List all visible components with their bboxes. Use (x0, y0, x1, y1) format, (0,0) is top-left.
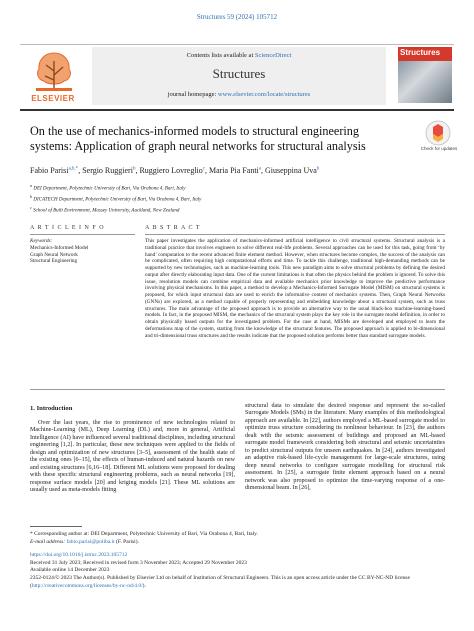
author-marks[interactable]: b (132, 166, 136, 172)
title-line-2: systems: Application of graph neural networks for structural analysis (30, 139, 366, 153)
homepage-link[interactable]: www.elsevier.com/locate/structures (217, 91, 311, 98)
affiliation-text: DEI Department, Polytechnic University of Bari, Via Orabona 4, Bari, Italy (33, 186, 186, 192)
available-online: Available online 14 December 2023 (30, 567, 110, 574)
paper-title (30, 124, 410, 154)
article-info-divider (30, 234, 135, 235)
author-separator: , (261, 166, 266, 175)
author-marks[interactable]: b (316, 166, 320, 172)
email-link[interactable]: fabio.parisi@poliba.it (66, 538, 115, 545)
sciencedirect-link[interactable]: ScienceDirect (254, 52, 292, 59)
contents-prefix: Contents lists available at (186, 52, 255, 59)
homepage-line (92, 91, 386, 98)
doi-link[interactable]: https://doi.org/10.1016/j.istruc.2023.105712 (30, 552, 128, 559)
journal-masthead (20, 44, 454, 111)
homepage-prefix: journal homepage: (167, 91, 218, 98)
keywords-block (30, 238, 135, 265)
check-for-updates-label[interactable]: Check for updates (420, 146, 458, 151)
author-name: Maria Pia Fanti (209, 166, 259, 175)
email-label: E-mail address: (30, 538, 67, 545)
abstract-divider (145, 234, 445, 235)
license-link[interactable]: http://creativecommons.org/licenses/by-nc-nd/4.0/ (31, 582, 143, 589)
author-separator: , (205, 166, 209, 175)
keyword-item: Structural Engineering (30, 258, 78, 265)
affiliation-text: School of Built Environment, Massey University, Auckland, New Zealand (33, 208, 180, 214)
abstract-text: This paper investigates the application of mechanics-informed artificial intelligence to civil structural systems. Structural analysis is a traditional practice that involves engineers to solve different real-life problems. Several approaches can be used for this task, going from ‘by hand’ computation to the recent advanced finite element method. However, when structures become complex, the success of the analysis can be complicated, often requiring high computational efforts and time. To tackle this challenge, traditional high-demanding methods can be supported by new technologies, such as machine-learning tools. This new paradigm aims to solve structural problems by defining the desired output after directly elaborating input data. One of the current limitations is that often the physics behind the problem is ignored. To solve this issue, resolution models can combine empirical data and available mechanics prior knowledge to improve the predictive performance involving physical mechanisms. In this paper, a method to develop a Mechanics-Informed Surrogate Model (MISM) on structural systems is proposed, for which input structural data are used to enrich the informative content of mechanics systems. Then, Graph Neural Networks (GNNs) are explored, as a method capable of properly representing and embedding knowledge about a structural system, such as truss structures. The main advantage of the proposed approach is to provide an alternative way to the usual black-box machine-learning-based models. In fact, in the proposed MISM, the mechanics of the structural system plays the key role in the surrogate model definition, in order to obtain physically based outputs for the investigated problem. For the case at hand, MISMs are developed and employed to learn the deformations map of the system, starting from the knowledge of the structural features. The proposed approach is applied to bi-dimensional and tri-dimensional truss structures and the results indicate that the proposed solution performs better than standard surrogate models. (145, 238, 445, 339)
keyword-item: Graph Neural Network (30, 251, 78, 258)
footnote-divider (30, 526, 82, 527)
author-name: Fabio Parisi (30, 166, 69, 175)
journal-name: Structures (212, 66, 266, 81)
license-prefix: 2352-0124/© 2023 The Author(s). Published by Elsevier Ltd on behalf of Institution of Structural Engineers. This is an open access article under the CC BY-NC-ND license ( (30, 574, 410, 589)
cover-title: Structures (400, 48, 441, 57)
affiliation-text: DICATECH Department, Polytechnic University of Bari, Via Orabona 4, Bari, Italy (33, 197, 202, 203)
abstract-bottom-divider (30, 389, 445, 390)
affiliation-mark: b (30, 193, 33, 199)
title-line-1: On the use of mechanics-informed models to structural engineering (30, 124, 359, 138)
license-line (30, 575, 445, 590)
introduction-column-1: Over the last years, the rise to prominence of new technologies related to Machine-Learning (ML), Deep Learning (DL) and, more in general, Artificial Intelligence (AI) have influenced several traditional disciplines, including structural engineering [1,2]. In particular, these new techniques were applied to the fields of design and optimization of new structures [3–5], assessment of the health state of the existing ones [6–15], the effects of human-induced and natural hazards on new and existing structures [6,16–18]. Different ML solutions were proposed for dealing with these specific structural engineering problems, such as neural networks [19], response surface models [20] and kriging models [21]. These ML solutions are usually used as meta-models fitting (30, 420, 235, 494)
abstract-heading: A B S T R A C T (145, 225, 201, 231)
contents-line (92, 52, 386, 59)
check-for-updates-icon[interactable] (425, 120, 451, 146)
introduction-column-2: structural data to simulate the desired response and represent the so-called Surrogate Models (SMs) in the literature. Many examples of this methodological approach are available. In [22], authors employed a ML-based surrogate model to optimize truss structure considering its nonlinear behaviour. In [23], the authors dealt with the seismic assessment of buildings and proposed an ML-based surrogate model framework considering both structural and seismic uncertainties to predict structural outputs for unseen earthquakes. In [24], authors investigated an adaptive risk-based life-cycle management for large-scale structures, using deep neural networks to configure surrogate modelling for structural risk assessment. In [25], a surrogate finite element approach based on a neural network was also proposed to optimize the time-varying response of a one-dimensional beam. In [26], (245, 403, 445, 491)
author-name: Sergio Ruggieri (82, 166, 133, 175)
affiliation-item (30, 193, 450, 204)
journal-cover-image (398, 47, 452, 103)
author-separator: , (135, 166, 140, 175)
cover-photo (398, 61, 452, 103)
author-marks[interactable]: c (202, 166, 205, 172)
received-dates: Received 31 July 2023; Received in revised form 3 November 2023; Accepted 29 November 2023 (30, 559, 247, 566)
introduction-heading: 1. Introduction (30, 405, 73, 412)
affiliations (30, 182, 450, 215)
author-list (30, 166, 450, 175)
email-suffix: (F. Parisi). (114, 538, 139, 545)
affiliation-item (30, 204, 450, 215)
author-marks[interactable]: a,b,* (68, 166, 79, 172)
footer-notes (30, 531, 445, 590)
affiliation-item (30, 182, 450, 193)
keyword-item: Mechanics-Informed Model (30, 244, 89, 251)
corresponding-author-note: * Corresponding author at: DEI Department, Polytechnic University of Bari, Via Orabona 4, Bari, Italy. (30, 531, 258, 537)
affiliation-mark: a (30, 183, 33, 188)
author-name: Giuseppina Uva (265, 166, 317, 175)
author-name: Ruggiero Lovreglio (139, 166, 203, 175)
author-separator: , (78, 166, 83, 175)
affiliation-mark: c (30, 204, 32, 210)
email-line (30, 539, 445, 547)
article-info-heading: A R T I C L E I N F O (30, 225, 105, 231)
journal-reference[interactable]: Structures 59 (2024) 105712 (196, 13, 278, 21)
license-suffix: ). (142, 582, 146, 589)
keywords-label: Keywords: (30, 238, 53, 244)
author-marks[interactable]: a (258, 166, 262, 172)
journal-title-panel (92, 47, 386, 105)
publisher-logo-text: ELSEVIER (31, 94, 75, 103)
elsevier-tree-logo-icon (30, 47, 78, 99)
